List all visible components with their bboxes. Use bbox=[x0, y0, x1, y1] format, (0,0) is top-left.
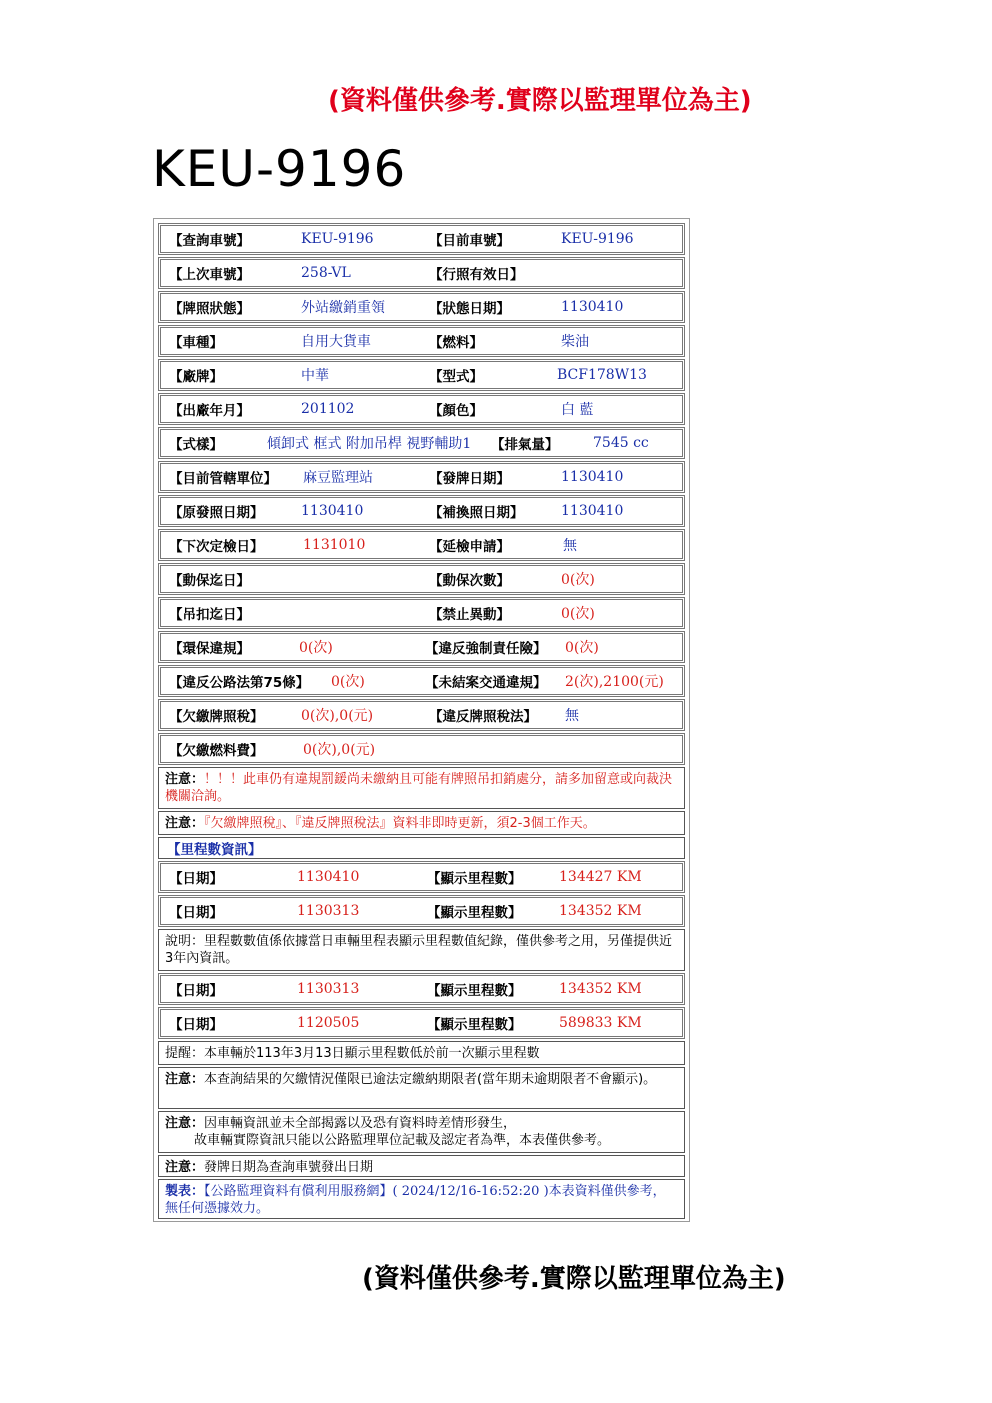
label: 【式樣】 bbox=[169, 437, 223, 453]
label: 【吊扣迄日】 bbox=[169, 607, 250, 623]
label: 【查詢車號】 bbox=[169, 233, 250, 249]
label: 【廠牌】 bbox=[169, 369, 223, 385]
label: 【日期】 bbox=[169, 1017, 223, 1033]
value: 1120505 bbox=[297, 1015, 360, 1031]
note-tax-delay bbox=[158, 811, 685, 835]
row-suspension bbox=[158, 597, 685, 629]
value: 0(次) bbox=[561, 572, 595, 588]
value: BCF178W13 bbox=[557, 367, 647, 383]
row-previous-plate bbox=[158, 257, 685, 289]
note-text: 提醒：本車輛於113年3月13日顯示里程數低於前一次顯示里程數 bbox=[165, 1046, 540, 1061]
label: 【狀態日期】 bbox=[429, 301, 510, 317]
value: 1130410 bbox=[561, 469, 624, 485]
value: 無 bbox=[565, 708, 579, 724]
note-made-by bbox=[158, 1179, 685, 1219]
value: 2(次),2100(元) bbox=[565, 674, 664, 690]
label: 【燃料】 bbox=[429, 335, 483, 351]
note-label: 注意： bbox=[165, 1072, 205, 1087]
timestamp: ( 2024/12/16-16:52:20 ) bbox=[392, 1184, 549, 1199]
value: 134427 KM bbox=[559, 869, 642, 885]
note-text: 『欠繳牌照稅』、『違反牌照稅法』資料非即時更新，須2-3個工作天。 bbox=[204, 816, 596, 831]
note-mileage-reminder bbox=[158, 1041, 685, 1065]
label: 【車種】 bbox=[169, 335, 223, 351]
label: 【上次車號】 bbox=[169, 267, 250, 283]
value: 134352 KM bbox=[559, 981, 642, 997]
source-name: 【公路監理資料有償利用服務網】 bbox=[204, 1184, 393, 1199]
value: 201102 bbox=[301, 401, 355, 417]
note-label: 注意： bbox=[165, 1116, 205, 1131]
note-text: 發牌日期為查詢車號發出日期 bbox=[204, 1160, 374, 1175]
disclaimer-bottom: (資料僅供參考.實際以監理單位為主) bbox=[362, 1264, 786, 1294]
value: 1130313 bbox=[297, 903, 360, 919]
label: 【環保違規】 bbox=[169, 641, 250, 657]
row-security bbox=[158, 563, 685, 595]
value: 7545 cc bbox=[593, 435, 649, 451]
label: 【日期】 bbox=[169, 905, 223, 921]
value: 白 藍 bbox=[561, 402, 594, 418]
note-arrears-scope bbox=[158, 1067, 685, 1109]
row-query-plate bbox=[158, 223, 685, 255]
row-manufacture bbox=[158, 393, 685, 425]
label: 【目前管轄單位】 bbox=[169, 471, 277, 487]
label: 【違反強制責任險】 bbox=[425, 641, 547, 657]
value: 0(次),0(元) bbox=[301, 708, 374, 724]
label: 【違反牌照稅法】 bbox=[429, 709, 537, 725]
label: 【下次定檢日】 bbox=[169, 539, 264, 555]
note-text: 本表資料僅供參考，無任何憑據效力。 bbox=[165, 1184, 666, 1216]
label: 【延檢申請】 bbox=[429, 539, 510, 555]
row-vehicle-type bbox=[158, 325, 685, 357]
label: 【顯示里程數】 bbox=[427, 871, 522, 887]
label: 【型式】 bbox=[429, 369, 483, 385]
note-text: ！！！此車仍有違規罰鍰尚未繳納且可能有牌照吊扣銷處分，請多加留意或向裁決機關洽詢。 bbox=[165, 772, 673, 804]
value: KEU-9196 bbox=[561, 231, 634, 247]
row-style bbox=[158, 427, 685, 459]
label: 【補換照日期】 bbox=[429, 505, 524, 521]
label: 【違反公路法第75條】 bbox=[169, 675, 310, 691]
value: 1130313 bbox=[297, 981, 360, 997]
value: 無 bbox=[563, 538, 577, 554]
value: 589833 KM bbox=[559, 1015, 642, 1031]
plate-title: KEU-9196 bbox=[152, 140, 407, 198]
label: 【禁止異動】 bbox=[429, 607, 510, 623]
value: 134352 KM bbox=[559, 903, 642, 919]
row-plate-tax bbox=[158, 699, 685, 731]
note-label: 製表： bbox=[165, 1184, 205, 1199]
label: 【牌照狀態】 bbox=[169, 301, 250, 317]
note-text: 因車輛資訊並未全部揭露以及恐有資料時差情形發生， bbox=[204, 1116, 517, 1131]
row-plate-status bbox=[158, 291, 685, 323]
label: 【日期】 bbox=[169, 871, 223, 887]
value: 258-VL bbox=[301, 265, 351, 281]
mileage-row bbox=[158, 895, 685, 927]
label: 【顯示里程數】 bbox=[427, 1017, 522, 1033]
row-env-violation bbox=[158, 631, 685, 663]
note-text: 故車輛實際資訊只能以公路監理單位記載及認定者為準，本表僅供參考。 bbox=[194, 1133, 611, 1148]
value: 麻豆監理站 bbox=[303, 470, 373, 486]
mileage-header-label: 【里程數資訊】 bbox=[167, 842, 262, 858]
label: 【動保次數】 bbox=[429, 573, 510, 589]
value: 1130410 bbox=[301, 503, 364, 519]
label: 【發牌日期】 bbox=[429, 471, 510, 487]
label: 【目前車號】 bbox=[429, 233, 510, 249]
row-inspection bbox=[158, 529, 685, 561]
row-jurisdiction bbox=[158, 461, 685, 493]
value: 1130410 bbox=[297, 869, 360, 885]
row-fuel-fee bbox=[158, 733, 685, 765]
row-issue-date bbox=[158, 495, 685, 527]
mileage-row bbox=[158, 973, 685, 1005]
value: 1130410 bbox=[561, 299, 624, 315]
mileage-row bbox=[158, 861, 685, 893]
label: 【欠繳燃料費】 bbox=[169, 743, 264, 759]
label: 【行照有效日】 bbox=[429, 267, 524, 283]
mileage-row bbox=[158, 1007, 685, 1039]
value: 中華 bbox=[301, 368, 329, 384]
label: 【未結案交通違規】 bbox=[425, 675, 547, 691]
label: 【欠繳牌照稅】 bbox=[169, 709, 264, 725]
label: 【顯示里程數】 bbox=[427, 905, 522, 921]
value: 0(次) bbox=[331, 674, 365, 690]
note-label: 注意： bbox=[165, 1160, 205, 1175]
note-text: 本查詢結果的欠繳情況僅限已逾法定繳納期限者(當年期未逾期限者不會顯示)。 bbox=[204, 1072, 657, 1087]
label: 【動保迄日】 bbox=[169, 573, 250, 589]
mileage-header bbox=[158, 837, 685, 859]
label: 【原發照日期】 bbox=[169, 505, 264, 521]
label: 【排氣量】 bbox=[491, 437, 559, 453]
note-label: 注意： bbox=[165, 816, 205, 831]
note-text: 說明：里程數數值係依據當日車輛里程表顯示里程數值紀錄，僅供參考之用，另僅提供近3年內資訊。 bbox=[165, 934, 673, 966]
label: 【日期】 bbox=[169, 983, 223, 999]
label: 【顯示里程數】 bbox=[427, 983, 522, 999]
row-highway-law bbox=[158, 665, 685, 697]
note-mileage-explain bbox=[158, 929, 685, 971]
value: 1130410 bbox=[561, 503, 624, 519]
label: 【出廠年月】 bbox=[169, 403, 250, 419]
vehicle-info-panel bbox=[153, 218, 690, 1222]
value: 傾卸式 框式 附加吊桿 視野輔助1 bbox=[267, 436, 472, 452]
note-unpaid-fines bbox=[158, 767, 685, 809]
value: 自用大貨車 bbox=[301, 334, 371, 350]
label: 【顏色】 bbox=[429, 403, 483, 419]
value: 1131010 bbox=[303, 537, 366, 553]
value: 柴油 bbox=[561, 334, 589, 350]
note-data-disclosure bbox=[158, 1111, 685, 1153]
row-brand bbox=[158, 359, 685, 391]
value: 0(次),0(元) bbox=[303, 742, 376, 758]
note-issue-date bbox=[158, 1155, 685, 1177]
note-label: 注意： bbox=[165, 772, 205, 787]
value: 0(次) bbox=[299, 640, 333, 656]
value: 0(次) bbox=[561, 606, 595, 622]
value: KEU-9196 bbox=[301, 231, 374, 247]
value: 0(次) bbox=[565, 640, 599, 656]
disclaimer-top: (資料僅供參考.實際以監理單位為主) bbox=[328, 86, 752, 116]
value: 外站繳銷重領 bbox=[301, 300, 385, 316]
